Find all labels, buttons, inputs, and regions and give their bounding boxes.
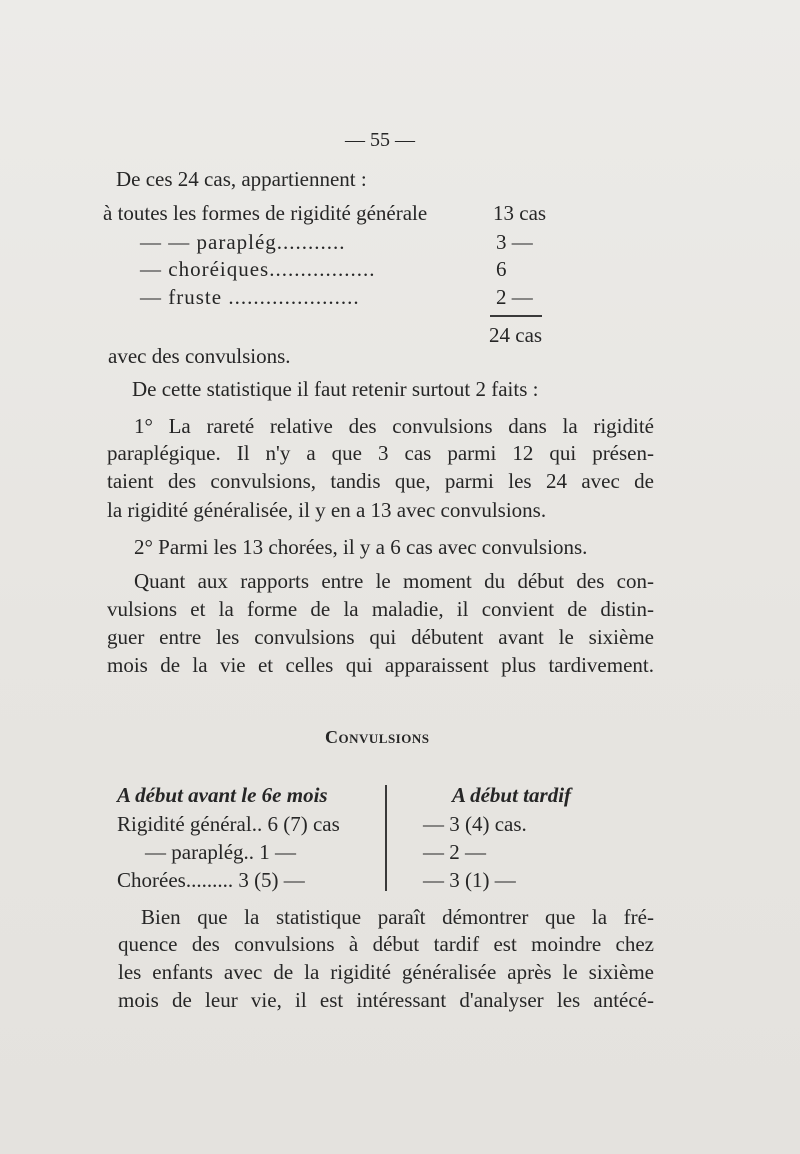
- para3-line-1: Bien que la statistique paraît démontrer que la fré-: [141, 905, 654, 929]
- list-row-2-text: — — paraplég: [140, 230, 277, 254]
- para3-line-4: mois de leur vie, il est intéressant d'analyser les antécé-: [118, 988, 654, 1012]
- para2-line-3: guer entre les convulsions qui débutent avant le sixième: [107, 625, 654, 649]
- fact1-line-1: 1° La rareté relative des convulsions dans la rigidité: [134, 414, 654, 438]
- para2-line-2: vulsions et la forme de la maladie, il convient de distin-: [107, 597, 654, 621]
- fact1-line-2: paraplégique. Il n'y a que 3 cas parmi 12 qui présen-: [107, 441, 654, 465]
- table-row-3-left: Chorées......... 3 (5) —: [117, 868, 305, 892]
- table-left-header: [117, 782, 328, 808]
- page-number: — 55 —: [345, 129, 415, 151]
- list-row-4-label: — fruste .....................: [140, 285, 360, 309]
- table-row-2-left: — paraplég.. 1 —: [145, 840, 297, 864]
- list-row-1-value: 13 cas: [493, 201, 547, 225]
- fact1-line-4: la rigidité généralisée, il y en a 13 avec convulsions.: [107, 498, 547, 522]
- para3-line-2: quence des convulsions à début tardif est moindre chez: [118, 932, 654, 956]
- list-row-4-text: — fruste: [140, 285, 223, 309]
- table-right-header: A début tardif: [452, 783, 572, 807]
- list-total: 24 cas: [489, 323, 543, 347]
- with-convulsions-line: avec des convulsions.: [108, 344, 291, 368]
- table-row-1-right: — 3 (4) cas.: [423, 812, 527, 836]
- statistic-line: De cette statistique il faut retenir surtout 2 faits :: [132, 377, 539, 401]
- table-divider: [385, 785, 387, 891]
- convulsions-title: Convulsions: [325, 727, 430, 747]
- list-row-1-label: à toutes les formes de rigidité générale: [103, 201, 428, 225]
- para2-line-4: mois de la vie et celles qui apparaissent plus tardivement.: [107, 653, 654, 677]
- list-row-3-value: 6: [496, 257, 507, 281]
- left-header-text: A début avant le 6e mois: [117, 783, 328, 807]
- table-row-2-right: — 2 —: [423, 840, 486, 864]
- para3-line-3: les enfants avec de la rigidité généralisée après le sixième: [118, 960, 654, 984]
- list-row-2-value: 3 —: [496, 230, 533, 254]
- table-row-3-right: — 3 (1) —: [423, 868, 516, 892]
- intro-line: De ces 24 cas, appartiennent :: [116, 167, 367, 191]
- list-row-4-value: 2 —: [496, 285, 533, 309]
- fact2-line: 2° Parmi les 13 chorées, il y a 6 cas avec convulsions.: [134, 535, 588, 559]
- sum-rule: [490, 315, 542, 317]
- table-row-1-left: Rigidité général.. 6 (7) cas: [117, 812, 340, 836]
- list-row-3-text: — choréiques: [140, 257, 270, 281]
- fact1-line-3: taient des convulsions, tandis que, parmi les 24 avec de: [107, 469, 654, 493]
- list-row-3-label: — choréiques.................: [140, 257, 376, 281]
- para2-line-1: Quant aux rapports entre le moment du début des con-: [134, 569, 654, 593]
- list-row-2-label: — — paraplég...........: [140, 230, 346, 254]
